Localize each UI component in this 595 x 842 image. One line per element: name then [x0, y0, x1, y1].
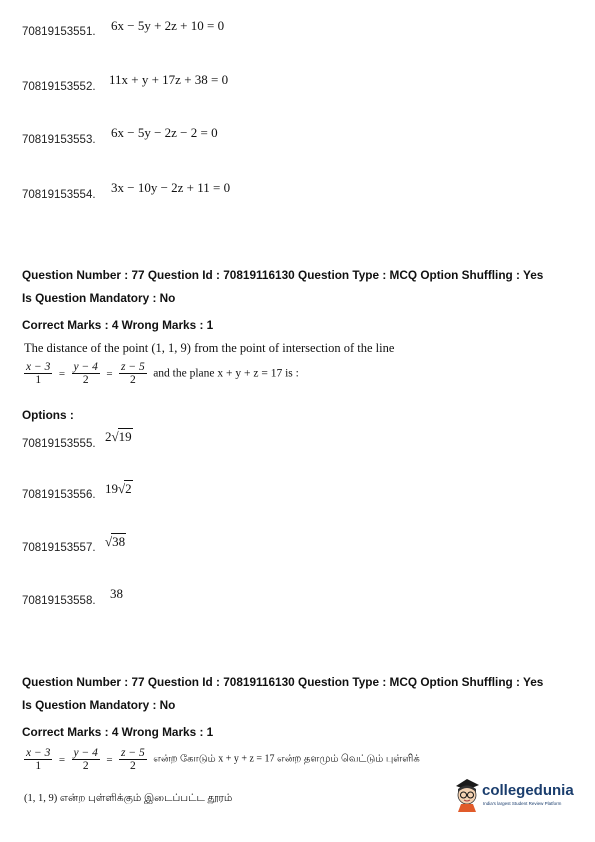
option-id: 70819153557. — [22, 542, 96, 554]
question-marks: Correct Marks : 4 Wrong Marks : 1 — [22, 318, 214, 332]
option-id: 70819153553. — [22, 134, 96, 146]
option-id: 70819153552. — [22, 81, 96, 93]
option-id: 70819153556. — [22, 489, 96, 501]
options-label: Options : — [22, 408, 74, 422]
logo-tagline: India's largest Student Review Platform — [483, 801, 562, 806]
logo-name: collegedunia — [482, 782, 574, 799]
option-id: 70819153554. — [22, 189, 96, 201]
option-expression: 2√19 — [105, 429, 132, 444]
sqrt-sign: √ — [118, 481, 126, 496]
option-expression: √38 — [105, 534, 126, 549]
option-id: 70819153558. — [22, 595, 96, 607]
option-id: 70819153555. — [22, 438, 96, 450]
mascot-icon — [452, 776, 482, 812]
question-header: Question Number : 77 Question Id : 70819116130 Question Type : MCQ Option Shuffling : Yes — [22, 675, 544, 689]
option-expression: 6x − 5y − 2z − 2 = 0 — [111, 125, 218, 140]
option-expression: 11x + y + 17z + 38 = 0 — [109, 72, 229, 87]
question-header: Question Number : 77 Question Id : 70819116130 Question Type : MCQ Option Shuffling : Yes — [22, 268, 544, 282]
tamil-text: என்ற கோடும் x + y + z = 17 என்ற தளமும் வெட்டும் புள்ளிக் — [153, 753, 420, 765]
option-expression: 3x − 10y − 2z + 11 = 0 — [111, 180, 231, 195]
tamil-question-line2: (1, 1, 9) என்ற புள்ளிக்கும் இடைப்பட்ட தூரம் — [24, 793, 233, 804]
fraction-x: $\frac{x - 3}{1}$ — [26, 747, 51, 772]
fraction-x: $\frac{x - 3}{1}$ — [26, 361, 51, 386]
tamil-question-line1: $\frac{x - 3}{1}$ = $\frac{y - 4}{2}$ = $\frac{z - 5}{2}$ என்ற கோடும் x + y + z = 17 என்ற தளமும் வெட்டும் புள்ளிக் — [26, 747, 420, 772]
option-expression: 19√2 — [105, 481, 132, 496]
question-mandatory: Is Question Mandatory : No — [22, 291, 176, 305]
option-expression: 6x − 5y + 2z + 10 = 0 — [111, 18, 225, 33]
fraction-y: $\frac{y - 4}{2}$ — [73, 361, 98, 386]
option-expression: 38 — [110, 586, 123, 601]
sqrt-sign: √ — [111, 429, 119, 444]
fraction-y: $\frac{y - 4}{2}$ — [73, 747, 98, 772]
line-equation: $\frac{x - 3}{1}$ = $\frac{y - 4}{2}$ = $\frac{z - 5}{2}$ and the plane x + y + z = 17 is : — [26, 361, 299, 386]
fraction-z: $\frac{z - 5}{2}$ — [121, 747, 145, 772]
question-marks: Correct Marks : 4 Wrong Marks : 1 — [22, 725, 214, 739]
question-mandatory: Is Question Mandatory : No — [22, 698, 176, 712]
collegedunia-logo — [452, 776, 584, 816]
question-text-line2: and the plane x + y + z = 17 is : — [153, 367, 299, 380]
question-text-line1: The distance of the point (1, 1, 9) from the point of intersection of the line — [24, 341, 395, 355]
option-id: 70819153551. — [22, 26, 96, 38]
fraction-z: $\frac{z - 5}{2}$ — [121, 361, 145, 386]
sqrt-sign: √ — [105, 534, 113, 549]
